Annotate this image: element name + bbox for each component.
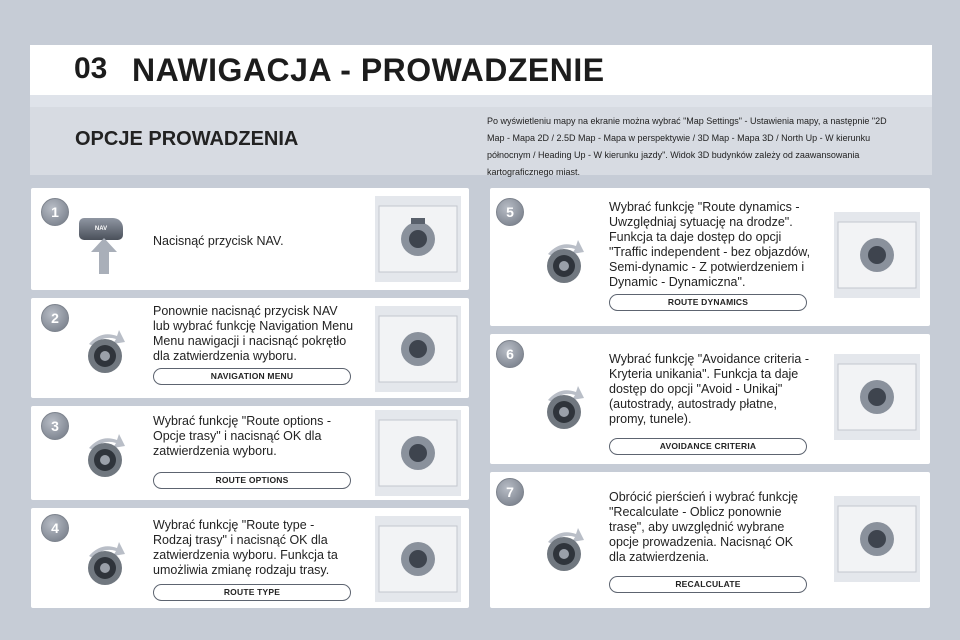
menu-label-pill: ROUTE DYNAMICS [609, 294, 807, 311]
radio-unit-icon [375, 410, 461, 496]
control-panel-thumbnail [834, 354, 920, 440]
step-panel-6 [490, 334, 930, 464]
rotary-knob-icon [540, 382, 588, 430]
step-text-line: Rodzaj trasy" i nacisnąć OK dla [153, 533, 328, 547]
page-title: NAWIGACJA - PROWADZENIE [132, 52, 605, 88]
section-subtitle: OPCJE PROWADZENIA [75, 128, 299, 150]
step-text-line: trasę", aby uwzględnić wybrane [609, 520, 785, 534]
step-text-line: Wybrać funkcję "Route type - [153, 518, 315, 532]
step-text [609, 490, 839, 565]
section-intro [487, 113, 917, 181]
step-text-line: (autostrady, autostrady płatne, [609, 397, 777, 411]
control-panel-thumbnail [375, 516, 461, 602]
radio-unit-icon [834, 212, 920, 298]
step-text-line: Funkcja ta daje dostęp do opcji [609, 230, 782, 244]
menu-label-pill: RECALCULATE [609, 576, 807, 593]
step-text-line: "Recalculate - Oblicz ponownie [609, 505, 782, 519]
step-text-line: dla zatwierdzenia. [609, 550, 710, 564]
radio-unit-icon [834, 496, 920, 582]
step-text [153, 304, 373, 364]
step-text-line: Opcje trasy" i nacisnąć OK dla [153, 429, 322, 443]
control-panel-thumbnail [834, 496, 920, 582]
step-text-line: Semi-dynamic - Z potwierdzeniem i [609, 260, 805, 274]
control-panel-thumbnail [375, 196, 461, 282]
radio-unit-icon [375, 196, 461, 282]
step-text-line: Dynamic - Dynamiczna". [609, 275, 746, 289]
radio-unit-icon [834, 354, 920, 440]
step-text-line: Ponownie nacisnąć przycisk NAV [153, 304, 338, 318]
step-text-line: umożliwia zmianę rodzaju trasy. [153, 563, 330, 577]
menu-label-pill: ROUTE OPTIONS [153, 472, 351, 489]
step-number-badge: 4 [41, 514, 69, 542]
nav-button-icon: NAV [79, 218, 123, 240]
step-text-line: Wybrać funkcję "Avoidance criteria - [609, 352, 810, 366]
step-number-badge: 3 [41, 412, 69, 440]
step-text-line: promy, tunele). [609, 412, 692, 426]
header-decorative-band [30, 95, 932, 107]
step-panel-2 [31, 298, 469, 398]
step-text-line: Uwzględniaj sytuację na drodze". [609, 215, 793, 229]
control-panel-thumbnail [834, 212, 920, 298]
control-panel-thumbnail [375, 410, 461, 496]
step-text-line: Wybrać funkcję "Route dynamics - [609, 200, 800, 214]
rotary-knob-icon [81, 326, 129, 374]
step-panel-4 [31, 508, 469, 608]
step-text [153, 414, 373, 459]
chapter-number: 03 [74, 52, 108, 85]
step-text-line: Menu nawigacji i nacisnąć pokrętło [153, 334, 347, 348]
step-number-badge: 6 [496, 340, 524, 368]
menu-label-pill: AVOIDANCE CRITERIA [609, 438, 807, 455]
step-number-badge: 2 [41, 304, 69, 332]
radio-unit-icon [375, 516, 461, 602]
menu-label-pill: NAVIGATION MENU [153, 368, 351, 385]
intro-line: północnym / Heading Up - W kierunku jazdy". Widok 3D budynków zależy od zaawansowania [487, 150, 860, 160]
step-text [153, 234, 373, 249]
step-text-line: zatwierdzenia wyboru. [153, 444, 277, 458]
step-panel-5 [490, 188, 930, 326]
intro-line: Map - Mapa 2D / 2.5D Map - Mapa w perspektywie / 3D Map - Mapa 3D / North Up - W kierunku [487, 133, 871, 143]
step-text [609, 200, 839, 290]
step-text-line: Wybrać funkcję "Route options - [153, 414, 332, 428]
step-panel-7 [490, 472, 930, 608]
rotary-knob-icon [540, 236, 588, 284]
rotary-knob-icon [81, 430, 129, 478]
step-text-line: lub wybrać funkcję Navigation Menu [153, 319, 354, 333]
step-number-badge: 7 [496, 478, 524, 506]
intro-line: Po wyświetleniu mapy na ekranie można wybrać "Map Settings" - Ustawienia mapy, a następnie "2D [487, 116, 887, 126]
step-text-line: "Traffic independent - bez objazdów, [609, 245, 811, 259]
step-number-badge: 1 [41, 198, 69, 226]
step-text-line: dostęp do opcji "Avoid - Unikaj" [609, 382, 783, 396]
step-text-line: Nacisnąć przycisk NAV. [153, 234, 284, 248]
step-text-line: dla zatwierdzenia wyboru. [153, 349, 297, 363]
step-text-line: opcje prowadzenia. Nacisnąć OK [609, 535, 794, 549]
step-text [153, 518, 373, 578]
radio-unit-icon [375, 306, 461, 392]
menu-label-pill: ROUTE TYPE [153, 584, 351, 601]
intro-line: kartograficznego miast. [487, 167, 581, 177]
step-number-badge: 5 [496, 198, 524, 226]
step-panel-1 [31, 188, 469, 290]
step-text [609, 352, 839, 427]
control-panel-thumbnail [375, 306, 461, 392]
step-panel-3 [31, 406, 469, 500]
step-text-line: Kryteria unikania". Funkcja ta daje [609, 367, 799, 381]
rotary-knob-icon [540, 524, 588, 572]
press-arrow-icon [91, 238, 117, 274]
rotary-knob-icon [81, 538, 129, 586]
step-text-line: Obrócić pierścień i wybrać funkcję [609, 490, 798, 504]
step-text-line: zatwierdzenia wyboru. Funkcja ta [153, 548, 338, 562]
